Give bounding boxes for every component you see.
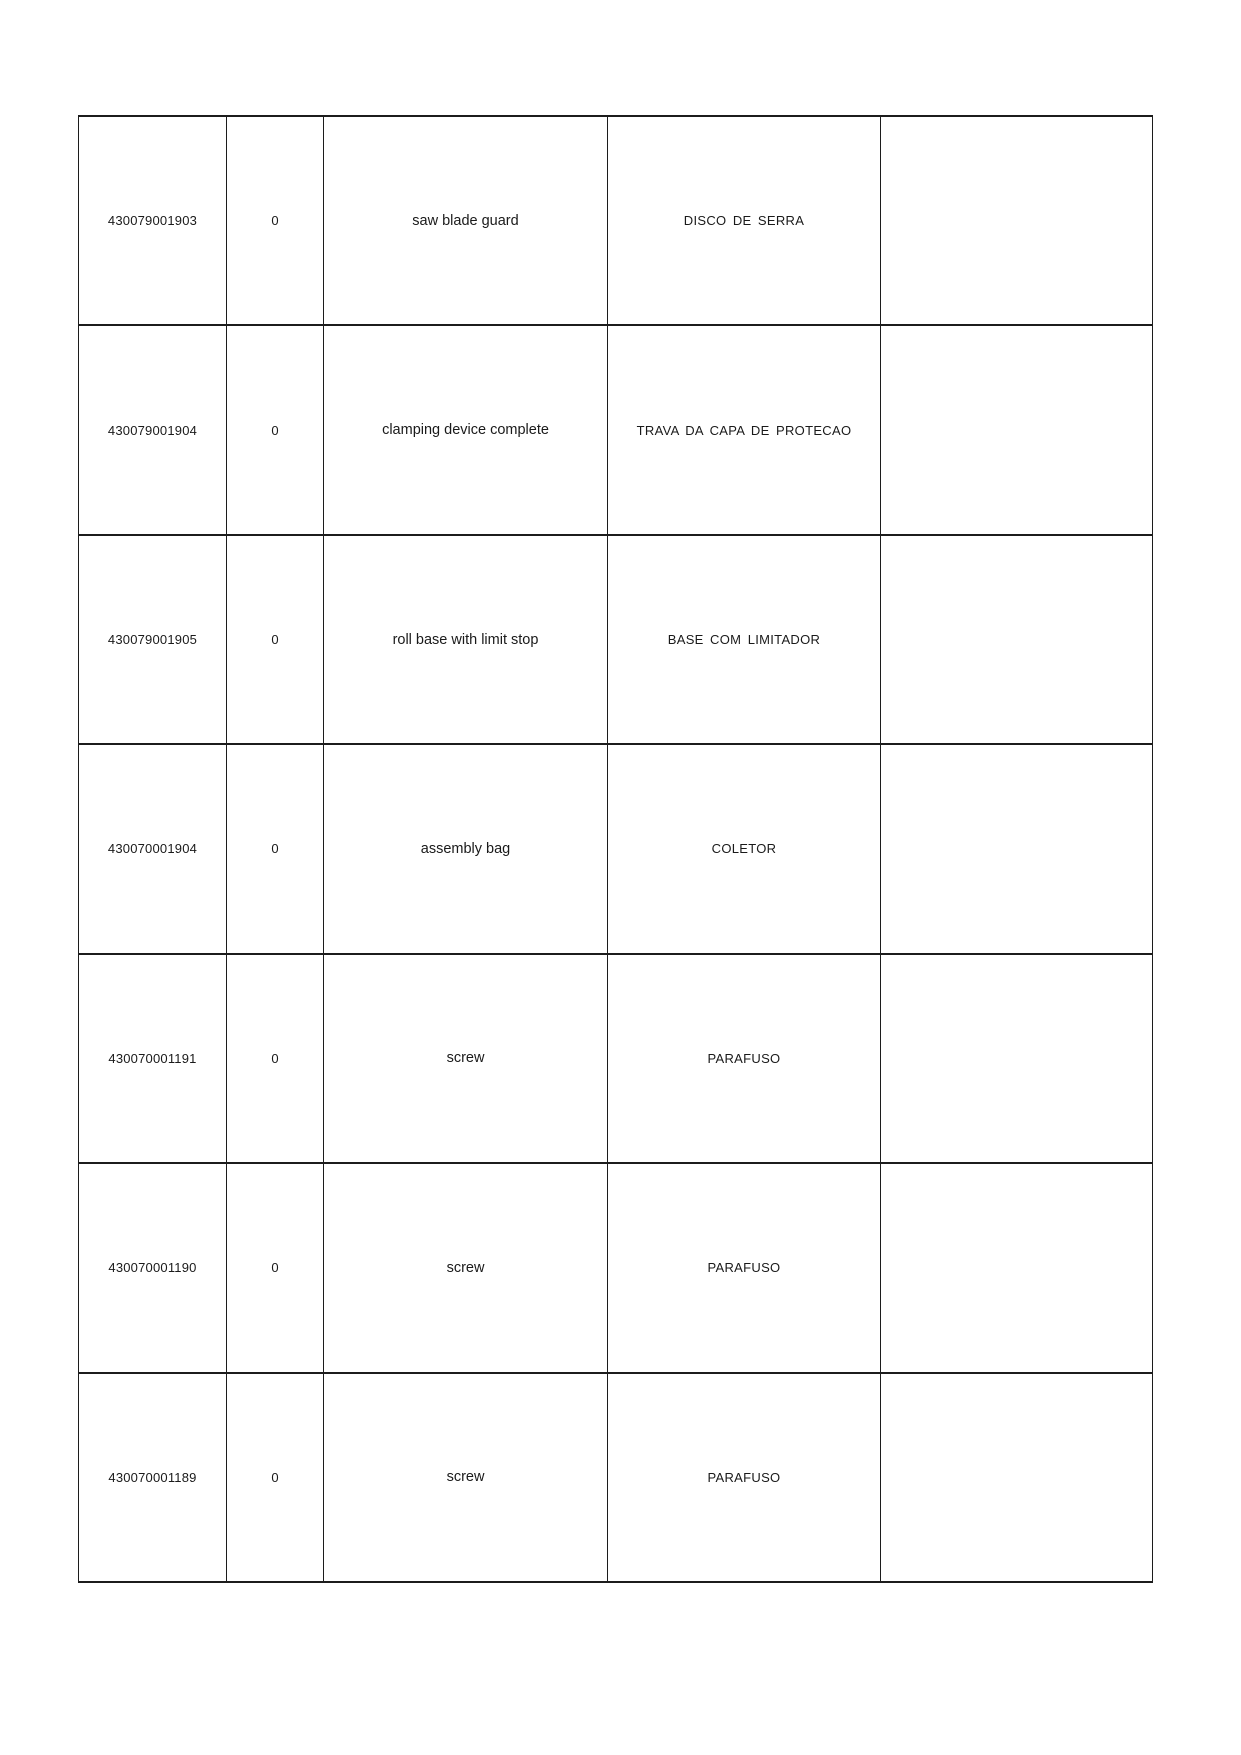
qty-cell: 0 xyxy=(227,1163,324,1372)
qty-cell: 0 xyxy=(227,954,324,1163)
description-en-cell: roll base with limit stop xyxy=(324,535,608,744)
table-row xyxy=(79,744,1153,953)
parts-table xyxy=(78,115,1153,1583)
notes-cell xyxy=(881,116,1153,325)
qty-cell: 0 xyxy=(227,535,324,744)
notes-cell xyxy=(881,1163,1153,1372)
description-en-cell: screw xyxy=(324,1163,608,1372)
description-en-cell: assembly bag xyxy=(324,744,608,953)
qty-cell: 0 xyxy=(227,1373,324,1582)
description-en-cell: clamping device complete xyxy=(324,325,608,534)
description-pt-cell: DISCO DE SERRA xyxy=(608,116,881,325)
table-row xyxy=(79,1163,1153,1372)
table-row xyxy=(79,1373,1153,1582)
qty-cell: 0 xyxy=(227,744,324,953)
part-number-cell: 430070001190 xyxy=(79,1163,227,1372)
table-row xyxy=(79,116,1153,325)
description-pt-cell: COLETOR xyxy=(608,744,881,953)
description-pt-cell: PARAFUSO xyxy=(608,1163,881,1372)
description-pt-cell: BASE COM LIMITADOR xyxy=(608,535,881,744)
table-row xyxy=(79,535,1153,744)
notes-cell xyxy=(881,744,1153,953)
part-number-cell: 430079001905 xyxy=(79,535,227,744)
part-number-cell: 430079001903 xyxy=(79,116,227,325)
table-row xyxy=(79,325,1153,534)
description-pt-cell: PARAFUSO xyxy=(608,1373,881,1582)
table-row xyxy=(79,954,1153,1163)
qty-cell: 0 xyxy=(227,116,324,325)
part-number-cell: 430070001904 xyxy=(79,744,227,953)
notes-cell xyxy=(881,535,1153,744)
description-en-cell: saw blade guard xyxy=(324,116,608,325)
description-pt-cell: PARAFUSO xyxy=(608,954,881,1163)
notes-cell xyxy=(881,954,1153,1163)
qty-cell: 0 xyxy=(227,325,324,534)
notes-cell xyxy=(881,325,1153,534)
notes-cell xyxy=(881,1373,1153,1582)
part-number-cell: 430070001189 xyxy=(79,1373,227,1582)
part-number-cell: 430079001904 xyxy=(79,325,227,534)
description-pt-cell: TRAVA DA CAPA DE PROTECAO xyxy=(608,325,881,534)
part-number-cell: 430070001191 xyxy=(79,954,227,1163)
description-en-cell: screw xyxy=(324,1373,608,1582)
description-en-cell: screw xyxy=(324,954,608,1163)
